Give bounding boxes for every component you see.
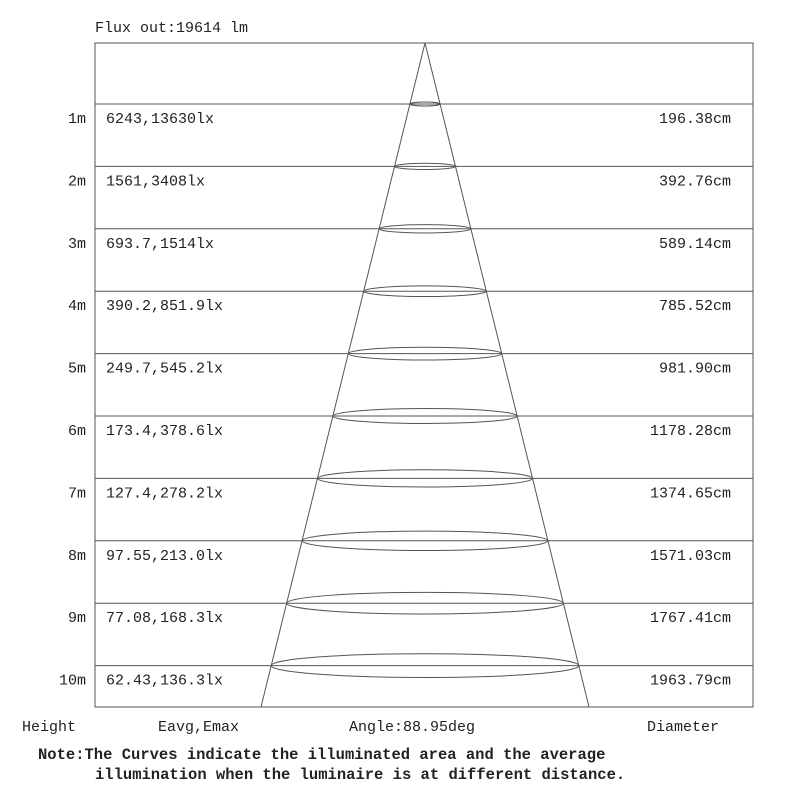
- beam-angle-label: Angle:88.95deg: [349, 719, 476, 736]
- row-illuminance-value: 390.2,851.9lx: [106, 298, 224, 316]
- row-height-label: 10m: [58, 672, 86, 690]
- height-column-label: Height: [22, 719, 77, 736]
- row-height-label: 2m: [67, 173, 86, 191]
- beam-cone: [261, 43, 589, 707]
- row-height-label: 1m: [67, 111, 86, 128]
- row-illuminance-value: 127.4,278.2lx: [106, 485, 224, 503]
- eavg-emax-column-label: Eavg,Emax: [158, 719, 240, 736]
- row-illuminance-value: 693.7,1514lx: [106, 235, 215, 253]
- row-height-label: 3m: [67, 235, 86, 253]
- rows-layer: [59, 104, 753, 690]
- row-diameter-value: 1963.79cm: [649, 672, 731, 690]
- row-illuminance-value: 249.7,545.2lx: [106, 360, 224, 378]
- row-illuminance-value: 77.08,168.3lx: [106, 610, 224, 628]
- row-diameter-value: 981.90cm: [658, 360, 731, 378]
- row-diameter-value: 1178.28cm: [649, 423, 731, 440]
- row-illuminance-value: 62.43,136.3lx: [106, 672, 224, 690]
- row-height-label: 5m: [67, 360, 86, 378]
- row-height-label: 4m: [67, 298, 86, 316]
- note-line-2: illumination when the luminaire is at different distance.: [95, 766, 626, 784]
- row-illuminance-value: 97.55,213.0lx: [106, 547, 224, 565]
- row-diameter-value: 589.14cm: [658, 235, 731, 253]
- row-diameter-value: 196.38cm: [658, 111, 731, 128]
- row-illuminance-value: 6243,13630lx: [106, 111, 215, 128]
- row-height-label: 8m: [67, 547, 86, 565]
- row-illuminance-value: 173.4,378.6lx: [106, 423, 224, 440]
- flux-label: Flux out:19614 lm: [95, 20, 249, 37]
- row-illuminance-value: 1561,3408lx: [106, 173, 206, 191]
- note-line-1: Note:The Curves indicate the illuminated area and the average: [38, 746, 606, 764]
- diameter-column-label: Diameter: [647, 719, 720, 736]
- row-diameter-value: 1767.41cm: [649, 610, 731, 628]
- cone-right-edge: [425, 43, 589, 707]
- cone-left-edge: [261, 43, 425, 707]
- row-diameter-value: 1374.65cm: [649, 485, 731, 503]
- row-diameter-value: 785.52cm: [658, 298, 731, 316]
- row-diameter-value: 1571.03cm: [649, 547, 731, 565]
- row-height-label: 9m: [67, 610, 86, 628]
- row-height-label: 6m: [67, 423, 86, 440]
- row-diameter-value: 392.76cm: [658, 173, 731, 191]
- row-height-label: 7m: [67, 485, 86, 503]
